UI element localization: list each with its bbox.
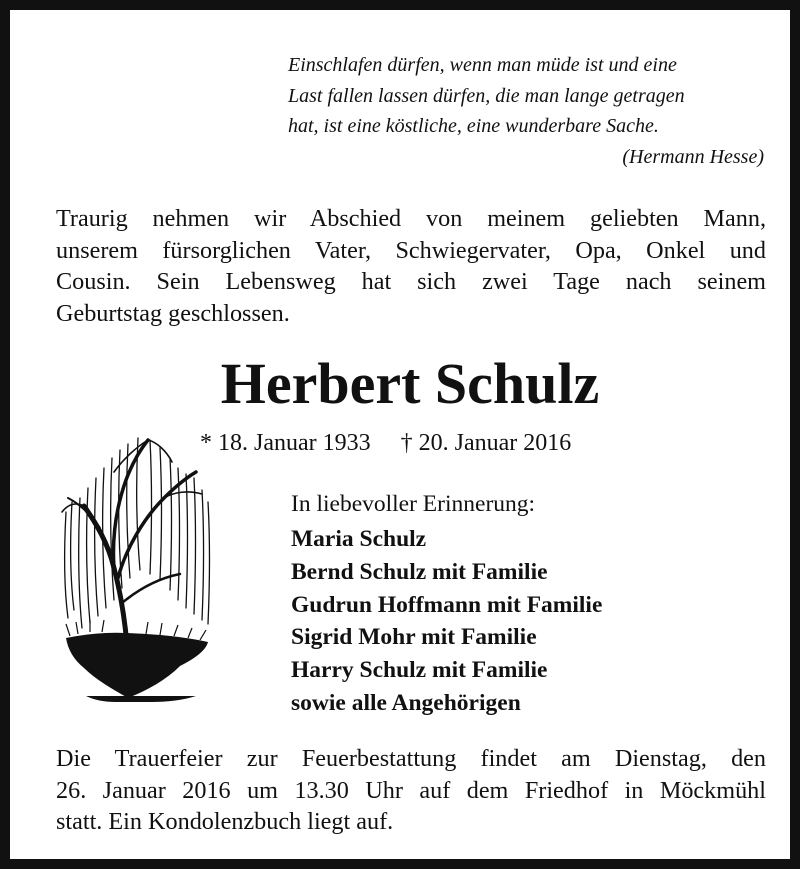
death-date: † 20. Januar 2016	[400, 430, 572, 456]
mourner: Bernd Schulz mit Familie	[291, 558, 548, 585]
deceased-name: Herbert Schulz	[220, 351, 600, 416]
quote-line: Einschlafen dürfen, wenn man müde ist und eine	[288, 54, 677, 76]
quote-author: (Hermann Hesse)	[622, 145, 764, 168]
quote-line: hat, ist eine köstliche, eine wunderbare Sache.	[288, 115, 659, 138]
intro-line: Cousin. Sein Lebensweg hat sich zwei Tage nach seinem	[56, 268, 766, 295]
mourner: Harry Schulz mit Familie	[291, 657, 548, 684]
memory-heading: In liebevoller Erinnerung:	[291, 491, 536, 517]
ceremony-line: Die Trauerfeier zur Feuerbestattung findet am Dienstag, den	[56, 745, 766, 772]
ceremony-line: 26. Januar 2016 um 13.30 Uhr auf dem Friedhof in Möckmühl	[56, 776, 766, 804]
hesse-quote	[288, 50, 768, 172]
farewell-paragraph	[56, 203, 766, 329]
mourner: Maria Schulz	[291, 526, 427, 552]
mourners-list	[291, 523, 761, 720]
quote-line: Last fallen lassen dürfen, die man lange getragen	[288, 84, 685, 107]
intro-line: Geburtstag geschlossen.	[56, 299, 290, 327]
mourner: Gudrun Hoffmann mit Familie	[291, 591, 603, 618]
intro-line: Traurig nehmen wir Abschied von meinem geliebten Mann,	[56, 205, 766, 232]
mourner: Sigrid Mohr mit Familie	[291, 624, 537, 651]
ceremony-line: statt. Ein Kondolenzbuch liegt auf.	[56, 808, 394, 835]
ceremony-paragraph	[56, 743, 766, 838]
weeping-willow-icon	[56, 428, 218, 706]
mourner: sowie alle Angehörigen	[291, 689, 521, 716]
intro-line: unserem fürsorglichen Vater, Schwiegervater, Opa, Onkel und	[56, 236, 766, 264]
life-dates	[200, 428, 760, 458]
birth-date: * 18. Januar 1933	[200, 430, 371, 456]
